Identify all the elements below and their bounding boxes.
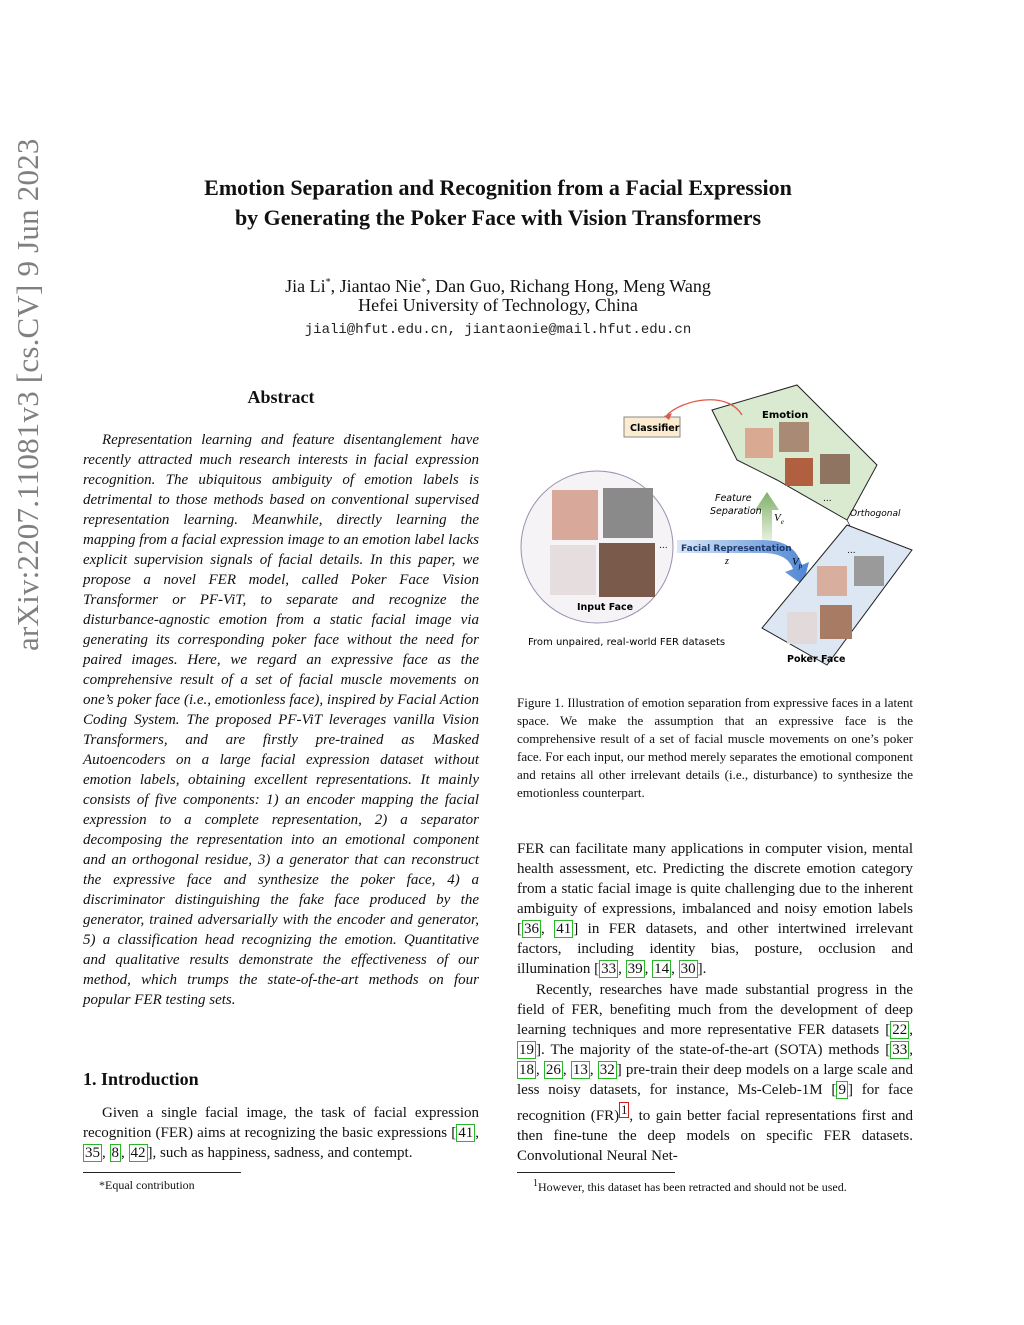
poker-face-2 (854, 556, 884, 586)
author-list: Jia Li*, Jiantao Nie*, Dan Guo, Richang Hong, Meng Wang (285, 276, 711, 296)
title-line-1: Emotion Separation and Recognition from a Facial Expression (204, 175, 792, 200)
vp-subscript: p (798, 562, 803, 570)
orthogonal-label: Orthogonal (850, 509, 901, 519)
footnote-text: However, this dataset has been retracted and should not be used. (538, 1180, 847, 1194)
citation-link[interactable]: 39 (627, 961, 643, 977)
figure-1-caption: Figure 1. Illustration of emotion separation from expressive faces in a latent space. We make the assumption that an expressive face is the comprehensive result of a set of facial muscle movements on one’s poker face. For each input, our method merely separates the emotional component and retains all other irrelevant details (i.e., disturbance) to synthesize the emotionless counterpart. (517, 695, 913, 800)
citation-link[interactable]: 33 (892, 1042, 908, 1058)
footnote-equal-contribution: *Equal contribution (99, 1178, 195, 1192)
citation-link[interactable]: 26 (545, 1062, 561, 1078)
citation-link[interactable]: 33 (601, 961, 617, 977)
intro-text: Given a single facial image, the task of facial expression recognition (FER) aims at recognizing the basic expressions [ (83, 1105, 479, 1141)
emotion-label: Emotion (762, 410, 809, 421)
email-addresses: jiali@hfut.edu.cn, jiantaonie@mail.hfut.edu.cn (304, 322, 692, 338)
vp-symbol: V (792, 556, 799, 568)
classifier-label: Classifier (630, 423, 680, 434)
equal-contribution-mark: * (421, 277, 427, 288)
citation-link[interactable]: 14 (654, 961, 670, 977)
citation-link[interactable]: 8 (111, 1145, 119, 1161)
ve-subscript: e (780, 518, 784, 526)
input-face-4 (599, 543, 655, 597)
vp-label (792, 556, 803, 570)
equal-contribution-mark: * (325, 277, 331, 288)
introduction-paragraph: Given a single facial image, the task of facial expression recognition (FER) aims at recognizing the basic expressions [ 41 , 35 , 8 , 42 ], such as happiness, sadness, and contempt. (83, 1105, 479, 1161)
citation-link[interactable]: 36 (524, 921, 539, 937)
emotion-face-4 (820, 454, 850, 484)
poker-face-4 (820, 605, 852, 639)
body-text: Recently, researches have made substantial progress in the field of FER, benefiting much from the development of deep learning techniques and more representative FER datasets [ (517, 982, 913, 1038)
ve-label (774, 512, 784, 526)
citation-link[interactable]: 13 (572, 1062, 588, 1078)
input-more-dots: ... (659, 541, 668, 551)
figure-1 (517, 380, 917, 680)
body-text: , to gain better facial representations first and then fine-tune the deep models on specific FER datasets. Convolutional Neural Net- (517, 1108, 913, 1164)
poker-face-label: Poker Face (787, 654, 846, 665)
input-face-label: Input Face (577, 602, 634, 613)
affiliation: Hefei University of Technology, China (358, 295, 638, 315)
emotion-more-dots: ... (823, 494, 832, 504)
body-text: ]. (697, 961, 707, 977)
footnote-rule (83, 1172, 241, 1173)
paper-title (120, 173, 876, 233)
emotion-face-1 (745, 428, 773, 458)
citation-link[interactable]: 9 (838, 1082, 846, 1098)
footnote-dataset-retracted (533, 1178, 847, 1195)
citation-link[interactable]: 19 (519, 1042, 534, 1058)
citation-link[interactable]: 41 (458, 1125, 474, 1141)
z-label: z (725, 556, 729, 567)
title-line-2: by Generating the Poker Face with Vision Transformers (234, 205, 762, 230)
citation-link[interactable]: 22 (892, 1022, 908, 1038)
feature-separation-label-1: Feature (715, 493, 752, 504)
citation-link[interactable]: 42 (130, 1145, 146, 1161)
body-text: ] in FER datasets, and other intertwined irrelevant factors, including identity bias, posture, occlusion and illumination [ (517, 921, 913, 977)
footnote-link[interactable]: 1 (621, 1103, 628, 1117)
abstract-heading: Abstract (247, 387, 315, 407)
body-text: FER can facilitate many applications in computer vision, mental health assessment, etc. Predicting the discrete emotion category from a static facial image is quite challenging due to the inherent ambiguity of expressions, imbalanced and noisy emotion labels [ (517, 841, 913, 937)
emotion-face-2 (779, 422, 809, 452)
body-text: ]. The majority of the state-of-the-art (SOTA) methods [ (536, 1042, 891, 1058)
feature-separation-label-2: Separation (710, 506, 762, 517)
input-face-3 (550, 545, 596, 595)
dataset-source-label: From unpaired, real-world FER datasets (528, 637, 726, 648)
introduction-heading: 1. Introduction (83, 1069, 199, 1089)
emotion-face-3 (785, 458, 813, 486)
abstract-body: Representation learning and feature disentanglement have recently attracted much research interests in facial expression recognition. The ubiquitous ambiguity of emotion labels is detrimental to those methods based on conventional supervised representation learning. Meanwhile, directly learning the mapping from a facial expression image to an emotion label lacks explicit supervision signals of facial details. In this paper, we propose a novel FER model, called Poker Face Vision Transformer or PF-ViT, to separate and recognize the disturbance-agnostic emotion from a static facial image via generating its corresponding poker face without the need for paired images. Here, we regard an expressive face as the comprehensive result of a set of facial muscle movements on one’s poker face (i.e., emotionless face), inspired by Facial Action Coding System. The proposed PF-ViT leverages vanilla Vision Transformers, and are firstly pre-trained as Masked Autoencoders on a large facial expression dataset without emotion labels, obtaining excellent representations. It mainly consists of five components: 1) an encoder mapping the facial expression to a complete representation, 2) a separator decomposing the representation into an emotional component and an orthogonal residue, 3) a generator that can reconstruct the expressive face and synthesize the poker face, 4) a discriminator distinguishing the fake face produced by the generator, trained adversarially with the encoder and generator, 5) a classification head recognizing the emotion. Quantitative and qualitative results demonstrate the effectiveness of our method, which trumps the state-of-the-art methods on four popular FER testing sets. (83, 432, 479, 1008)
body-text: ] pre-train their deep models on a large scale and less noisy datasets, for instance, Ms-Celeb-1M [ (517, 1062, 914, 1098)
author-2: Jiantao Nie (339, 276, 422, 296)
footnote-rule (517, 1172, 675, 1173)
body-paragraph-2: Recently, researches have made substantial progress in the field of FER, benefiting much from the development of deep learning techniques and more representative FER datasets [ 22 , 19 ]. The majority of the state-of-the-art (SOTA) methods [ 33 , 18 , 26 , 13 , 32 ] pre-train their deep models on a large scale and less noisy datasets, for instance, Ms-Celeb-1M [ 9 ] for face recognition (FR) $^1$ , to gain better facial representations first and then fine-tune the deep models on specific FER datasets. Convolutional Neural Net- (517, 982, 914, 1164)
body-paragraph-1: FER can facilitate many applications in computer vision, mental health assessment, etc. Predicting the discrete emotion category from a static facial image is quite challenging due to the inherent ambiguity of expressions, imbalanced and noisy emotion labels [ 36 , 41 ] in FER datasets, and other intertwined irrelevant factors, including identity bias, posture, occlusion and illumination [ 33 , 39 , 14 , 30 ]. (517, 841, 913, 977)
citation-link[interactable]: 41 (556, 921, 572, 937)
intro-text: ], such as happiness, sadness, and contempt. (147, 1145, 413, 1161)
facial-representation-label: Facial Representation (681, 544, 792, 554)
citation-link[interactable]: 32 (599, 1062, 615, 1078)
citation-link[interactable]: 18 (519, 1062, 534, 1078)
poker-face-1 (817, 566, 847, 596)
citation-link[interactable]: 35 (85, 1145, 100, 1161)
input-face-2 (603, 488, 653, 538)
poker-more-dots: ... (847, 546, 856, 556)
author-1: Jia Li (285, 276, 326, 296)
poker-face-3 (787, 612, 817, 644)
ve-symbol: V (774, 512, 781, 524)
arxiv-identifier: arXiv:2207.11081v3 [cs.CV] 9 Jun 2023 (10, 138, 45, 651)
citation-link[interactable]: 30 (680, 961, 696, 977)
body-text: ] for face recognition (FR) (517, 1082, 913, 1124)
footnote-number: 1 (533, 1178, 538, 1189)
input-face-1 (552, 490, 598, 540)
other-authors: Dan Guo, Richang Hong, Meng Wang (435, 276, 711, 296)
